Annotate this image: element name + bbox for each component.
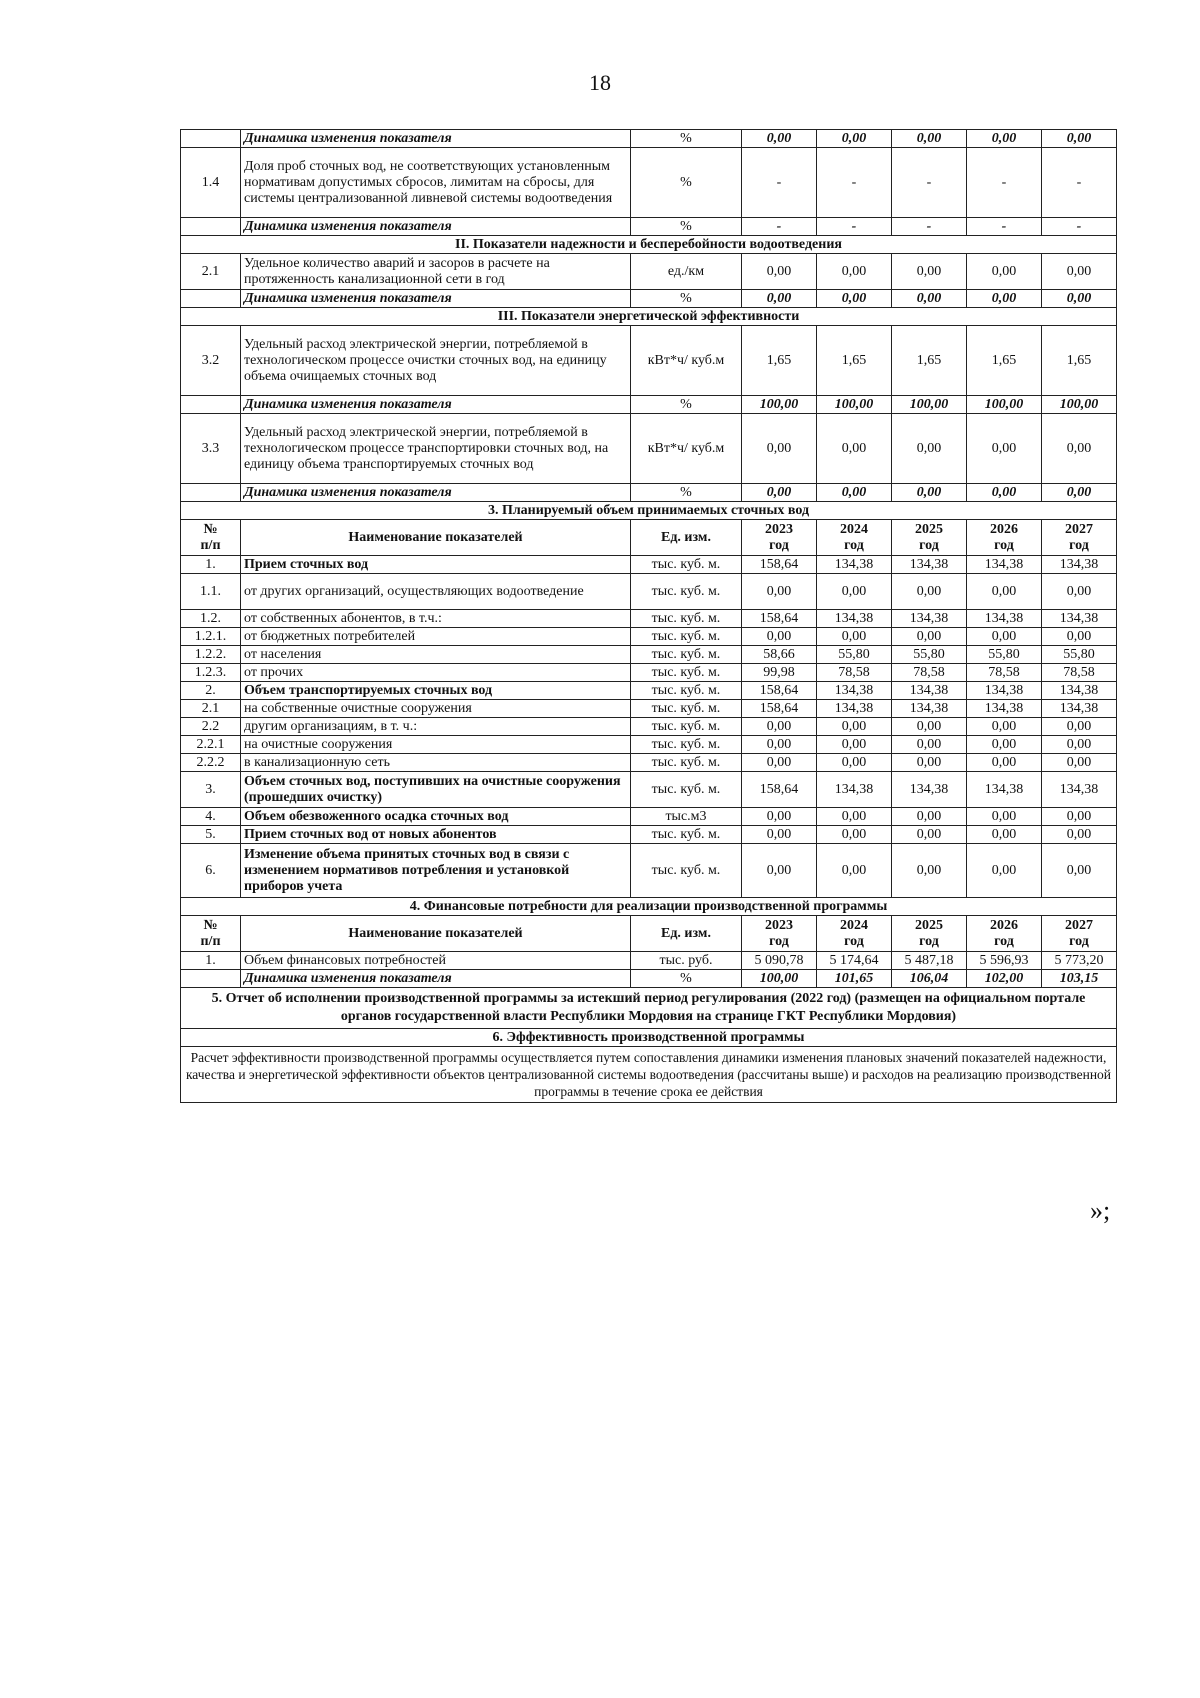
row-value: 100,00: [742, 970, 817, 988]
row-value: 0,00: [742, 414, 817, 484]
row-value: 0,00: [1042, 130, 1117, 148]
row-value: 0,00: [817, 130, 892, 148]
row-number: 3.3: [181, 414, 241, 484]
row-number: [181, 130, 241, 148]
row-value: 1,65: [1042, 326, 1117, 396]
row-unit: тыс. куб. м.: [631, 772, 742, 808]
row-value: 0,00: [1042, 574, 1117, 610]
row-value: 0,00: [1042, 290, 1117, 308]
row-value: 5 090,78: [742, 952, 817, 970]
section6-text: Расчет эффективности производственной программы осуществляется путем сопоставления динамики изменения плановых значений показателей надежности, качества и энергетической эффективности объектов централизованной системы водоотведения (рассчитаны выше) и расходов на реализацию производственной программы в течение срока ее действия: [181, 1047, 1117, 1103]
header-year-value: 2025: [915, 917, 943, 933]
row-value: 134,38: [892, 700, 967, 718]
table-row: [181, 610, 1117, 628]
row-value: 134,38: [1042, 682, 1117, 700]
row-value: 55,80: [967, 646, 1042, 664]
row-name: Динамика изменения показателя: [241, 290, 631, 308]
row-unit: тыс. куб. м.: [631, 700, 742, 718]
row-value: 55,80: [1042, 646, 1117, 664]
row-value: 0,00: [817, 808, 892, 826]
row-value: 78,58: [892, 664, 967, 682]
row-name: Динамика изменения показателя: [241, 130, 631, 148]
row-number: 1.: [181, 952, 241, 970]
row-value: 134,38: [892, 610, 967, 628]
header-year: [892, 916, 967, 952]
row-value: 78,58: [967, 664, 1042, 682]
header-year: [817, 916, 892, 952]
row-value: 0,00: [892, 574, 967, 610]
header-year-suffix: год: [919, 933, 939, 949]
row-unit: тыс. куб. м.: [631, 682, 742, 700]
row-value: 0,00: [742, 130, 817, 148]
row-value: 0,00: [817, 574, 892, 610]
section6-text-row: [181, 1047, 1117, 1103]
row-name: Динамика изменения показателя: [241, 218, 631, 236]
section-title: 5. Отчет об исполнении производственной программы за истекший период регулирования (2022 год) (размещен на официальном портале органов государственной власти Республики Мордовия на странице ГКТ Республики Мордовия): [181, 988, 1117, 1029]
row-value: 0,00: [742, 736, 817, 754]
row-value: 0,00: [967, 290, 1042, 308]
row-name: Удельное количество аварий и засоров в расчете на протяженность канализационной сети в год: [241, 254, 631, 290]
row-value: 134,38: [1042, 700, 1117, 718]
header-year-value: 2023: [765, 917, 793, 933]
row-value: 0,00: [967, 484, 1042, 502]
row-value: 134,38: [1042, 556, 1117, 574]
header-year: [817, 520, 892, 556]
row-value: 0,00: [892, 254, 967, 290]
row-number: 4.: [181, 808, 241, 826]
row-value: 0,00: [892, 718, 967, 736]
row-unit: тыс. куб. м.: [631, 754, 742, 772]
row-value: 5 174,64: [817, 952, 892, 970]
row-name: Удельный расход электрической энергии, потребляемой в технологическом процессе очистки сточных вод, на единицу объема очищаемых сточных вод: [241, 326, 631, 396]
header-number: [181, 916, 241, 952]
header-number-top: №: [203, 917, 218, 933]
row-name: от прочих: [241, 664, 631, 682]
row-number: 1.2.2.: [181, 646, 241, 664]
row-value: 0,00: [967, 130, 1042, 148]
row-value: -: [1042, 218, 1117, 236]
section-title: 6. Эффективность производственной программы: [181, 1029, 1117, 1047]
row-name: Динамика изменения показателя: [241, 970, 631, 988]
table-row: [181, 952, 1117, 970]
row-name: Удельный расход электрической энергии, потребляемой в технологическом процессе транспортировки сточных вод, на единицу объема транспортируемых сточных вод: [241, 414, 631, 484]
header-year: [1042, 520, 1117, 556]
row-value: 0,00: [742, 484, 817, 502]
section6-title-row: [181, 1029, 1117, 1047]
table-header: [181, 916, 1117, 952]
row-value: 0,00: [967, 808, 1042, 826]
table-row: [181, 664, 1117, 682]
row-value: 0,00: [817, 628, 892, 646]
header-year-suffix: год: [844, 537, 864, 553]
row-unit: %: [631, 484, 742, 502]
row-value: 5 487,18: [892, 952, 967, 970]
row-value: 0,00: [742, 826, 817, 844]
row-value: 78,58: [1042, 664, 1117, 682]
header-year: [967, 916, 1042, 952]
row-value: 0,00: [817, 290, 892, 308]
row-value: 0,00: [742, 254, 817, 290]
row-unit: %: [631, 396, 742, 414]
row-value: 0,00: [742, 808, 817, 826]
row-value: 0,00: [1042, 808, 1117, 826]
row-value: 134,38: [817, 610, 892, 628]
row-value: 102,00: [967, 970, 1042, 988]
row-value: 0,00: [967, 718, 1042, 736]
row-value: 134,38: [1042, 772, 1117, 808]
row-value: 0,00: [967, 414, 1042, 484]
row-value: 101,65: [817, 970, 892, 988]
row-value: 0,00: [742, 574, 817, 610]
row-unit: тыс. куб. м.: [631, 556, 742, 574]
table-row: [181, 148, 1117, 218]
header-name: Наименование показателей: [241, 520, 631, 556]
row-number: 1.1.: [181, 574, 241, 610]
row-name: на собственные очистные сооружения: [241, 700, 631, 718]
row-value: 99,98: [742, 664, 817, 682]
row-value: 0,00: [1042, 754, 1117, 772]
row-number: [181, 396, 241, 414]
row-value: 134,38: [892, 772, 967, 808]
row-number: 2.1: [181, 254, 241, 290]
row-value: 0,00: [817, 826, 892, 844]
row-value: 134,38: [892, 556, 967, 574]
table-row: [181, 326, 1117, 396]
header-year-suffix: год: [994, 933, 1014, 949]
row-name: от собственных абонентов, в т.ч.:: [241, 610, 631, 628]
program-table: [180, 129, 1117, 1103]
header-year-suffix: год: [1069, 537, 1089, 553]
row-value: 0,00: [967, 736, 1042, 754]
header-year: [967, 520, 1042, 556]
row-value: 134,38: [967, 556, 1042, 574]
header-year: [742, 916, 817, 952]
row-value: 0,00: [817, 844, 892, 898]
row-unit: тыс. куб. м.: [631, 646, 742, 664]
row-number: [181, 290, 241, 308]
header-year: [892, 520, 967, 556]
header-year-value: 2024: [840, 521, 868, 537]
row-value: 134,38: [817, 700, 892, 718]
header-year-value: 2027: [1065, 521, 1093, 537]
row-number: 3.2: [181, 326, 241, 396]
header-year-suffix: год: [919, 537, 939, 553]
section5-title-row: [181, 988, 1117, 1029]
row-number: 6.: [181, 844, 241, 898]
row-value: -: [742, 148, 817, 218]
row-number: 1.: [181, 556, 241, 574]
header-year-value: 2025: [915, 521, 943, 537]
row-unit: тыс. руб.: [631, 952, 742, 970]
row-unit: тыс. куб. м.: [631, 574, 742, 610]
dynamics-row: [181, 290, 1117, 308]
row-name: Объем финансовых потребностей: [241, 952, 631, 970]
section-title: 4. Финансовые потребности для реализации производственной программы: [181, 898, 1117, 916]
row-value: 134,38: [817, 556, 892, 574]
row-name: Изменение объема принятых сточных вод в связи с изменением нормативов потребления и установкой приборов учета: [241, 844, 631, 898]
row-value: 0,00: [892, 628, 967, 646]
table-row: [181, 556, 1117, 574]
header-year: [742, 520, 817, 556]
row-number: 2.2.2: [181, 754, 241, 772]
row-number: 2.2: [181, 718, 241, 736]
row-value: 0,00: [967, 574, 1042, 610]
row-value: 100,00: [892, 396, 967, 414]
row-value: 0,00: [1042, 718, 1117, 736]
row-value: 134,38: [1042, 610, 1117, 628]
row-value: 0,00: [967, 628, 1042, 646]
row-name: Доля проб сточных вод, не соответствующих установленным нормативам допустимых сбросов, лимитам на сбросы, для системы централизованной ливневой системы водоотведения: [241, 148, 631, 218]
row-value: 0,00: [1042, 826, 1117, 844]
header-unit: Ед. изм.: [631, 520, 742, 556]
row-value: 0,00: [1042, 414, 1117, 484]
row-value: 158,64: [742, 556, 817, 574]
header-unit: Ед. изм.: [631, 916, 742, 952]
row-name: Объем транспортируемых сточных вод: [241, 682, 631, 700]
row-value: 0,00: [1042, 628, 1117, 646]
row-value: 134,38: [967, 772, 1042, 808]
table-row: [181, 754, 1117, 772]
row-value: 55,80: [817, 646, 892, 664]
row-unit: кВт*ч/ куб.м: [631, 414, 742, 484]
table-row: [181, 682, 1117, 700]
row-number: [181, 970, 241, 988]
header-year-value: 2026: [990, 917, 1018, 933]
section-title: III. Показатели энергетической эффективности: [181, 308, 1117, 326]
table-row: [181, 700, 1117, 718]
row-value: 0,00: [1042, 484, 1117, 502]
section4-title-row: [181, 898, 1117, 916]
row-value: 55,80: [892, 646, 967, 664]
header-year-suffix: год: [769, 933, 789, 949]
table-row: [181, 808, 1117, 826]
row-name: Динамика изменения показателя: [241, 484, 631, 502]
row-value: -: [1042, 148, 1117, 218]
row-value: -: [967, 148, 1042, 218]
row-unit: тыс. куб. м.: [631, 664, 742, 682]
row-value: 0,00: [892, 808, 967, 826]
header-year-value: 2023: [765, 521, 793, 537]
row-name: Прием сточных вод: [241, 556, 631, 574]
row-value: 0,00: [817, 736, 892, 754]
row-value: 158,64: [742, 682, 817, 700]
row-unit: тыс. куб. м.: [631, 610, 742, 628]
row-name: в канализационную сеть: [241, 754, 631, 772]
section-title: II. Показатели надежности и бесперебойности водоотведения: [181, 236, 1117, 254]
row-number: [181, 218, 241, 236]
row-value: -: [967, 218, 1042, 236]
section-title: 3. Планируемый объем принимаемых сточных вод: [181, 502, 1117, 520]
row-value: 0,00: [817, 254, 892, 290]
dynamics-row: [181, 396, 1117, 414]
row-value: 1,65: [817, 326, 892, 396]
row-value: 100,00: [742, 396, 817, 414]
page-number: 18: [589, 70, 611, 95]
row-unit: тыс. куб. м.: [631, 844, 742, 898]
row-value: 134,38: [817, 772, 892, 808]
row-value: 0,00: [742, 754, 817, 772]
row-name: от других организаций, осуществляющих водоотведение: [241, 574, 631, 610]
header-year-value: 2024: [840, 917, 868, 933]
row-unit: %: [631, 290, 742, 308]
header-year-value: 2027: [1065, 917, 1093, 933]
header-number-bottom: п/п: [200, 933, 221, 949]
row-value: 0,00: [817, 484, 892, 502]
row-unit: тыс. куб. м.: [631, 718, 742, 736]
row-value: 134,38: [892, 682, 967, 700]
row-name: Динамика изменения показателя: [241, 396, 631, 414]
table-row: [181, 628, 1117, 646]
header-number-top: №: [203, 521, 218, 537]
closing-quote-mark: »;: [1090, 1196, 1111, 1225]
header-year: [1042, 916, 1117, 952]
row-value: 0,00: [742, 290, 817, 308]
row-value: -: [817, 218, 892, 236]
row-name: на очистные сооружения: [241, 736, 631, 754]
row-value: 5 773,20: [1042, 952, 1117, 970]
row-value: 0,00: [892, 484, 967, 502]
row-number: 5.: [181, 826, 241, 844]
row-unit: кВт*ч/ куб.м: [631, 326, 742, 396]
table-row: [181, 574, 1117, 610]
row-unit: %: [631, 148, 742, 218]
row-number: 1.4: [181, 148, 241, 218]
row-number: [181, 484, 241, 502]
row-number: 1.2.1.: [181, 628, 241, 646]
row-value: 0,00: [967, 844, 1042, 898]
row-value: 0,00: [1042, 254, 1117, 290]
row-name: Объем обезвоженного осадка сточных вод: [241, 808, 631, 826]
header-year-suffix: год: [1069, 933, 1089, 949]
row-value: 0,00: [742, 718, 817, 736]
row-name: от бюджетных потребителей: [241, 628, 631, 646]
row-value: 0,00: [892, 754, 967, 772]
table-row: [181, 414, 1117, 484]
table-row: [181, 772, 1117, 808]
row-name: Объем сточных вод, поступивших на очистные сооружения (прошедших очистку): [241, 772, 631, 808]
header-year-suffix: год: [769, 537, 789, 553]
section-title-row: [181, 308, 1117, 326]
row-value: 0,00: [742, 628, 817, 646]
row-value: 0,00: [892, 130, 967, 148]
row-value: 1,65: [742, 326, 817, 396]
row-value: 158,64: [742, 772, 817, 808]
row-value: 58,66: [742, 646, 817, 664]
row-value: 0,00: [817, 414, 892, 484]
row-value: 134,38: [967, 700, 1042, 718]
row-value: 0,00: [967, 754, 1042, 772]
header-number-bottom: п/п: [200, 537, 221, 553]
table-row: [181, 844, 1117, 898]
row-number: 2.: [181, 682, 241, 700]
row-value: 1,65: [967, 326, 1042, 396]
row-value: 0,00: [817, 754, 892, 772]
row-value: 0,00: [1042, 736, 1117, 754]
dynamics-row: [181, 484, 1117, 502]
row-name: Прием сточных вод от новых абонентов: [241, 826, 631, 844]
row-value: 0,00: [967, 826, 1042, 844]
section3-title-row: [181, 502, 1117, 520]
row-value: 0,00: [1042, 844, 1117, 898]
row-value: 134,38: [967, 682, 1042, 700]
row-value: 0,00: [817, 718, 892, 736]
row-value: -: [892, 148, 967, 218]
row-value: 0,00: [892, 414, 967, 484]
table-row: [181, 736, 1117, 754]
row-number: 1.2.3.: [181, 664, 241, 682]
table-row: [181, 646, 1117, 664]
row-value: 78,58: [817, 664, 892, 682]
row-value: 158,64: [742, 700, 817, 718]
row-unit: %: [631, 130, 742, 148]
row-name: от населения: [241, 646, 631, 664]
row-unit: тыс.м3: [631, 808, 742, 826]
row-number: 2.1: [181, 700, 241, 718]
dynamics-row: [181, 130, 1117, 148]
row-unit: ед./км: [631, 254, 742, 290]
header-number: [181, 520, 241, 556]
row-value: 0,00: [742, 844, 817, 898]
row-value: 1,65: [892, 326, 967, 396]
row-value: 0,00: [892, 826, 967, 844]
row-value: 0,00: [892, 290, 967, 308]
row-value: -: [817, 148, 892, 218]
row-unit: тыс. куб. м.: [631, 628, 742, 646]
row-value: 158,64: [742, 610, 817, 628]
row-unit: %: [631, 970, 742, 988]
header-name: Наименование показателей: [241, 916, 631, 952]
row-unit: %: [631, 218, 742, 236]
row-value: 103,15: [1042, 970, 1117, 988]
table-header: [181, 520, 1117, 556]
row-value: -: [892, 218, 967, 236]
row-value: 134,38: [967, 610, 1042, 628]
row-value: 0,00: [892, 736, 967, 754]
row-number: 3.: [181, 772, 241, 808]
row-value: 5 596,93: [967, 952, 1042, 970]
row-name: другим организациям, в т. ч.:: [241, 718, 631, 736]
row-value: 100,00: [967, 396, 1042, 414]
row-value: 134,38: [817, 682, 892, 700]
dynamics-row: [181, 218, 1117, 236]
row-unit: тыс. куб. м.: [631, 736, 742, 754]
header-year-value: 2026: [990, 521, 1018, 537]
row-value: 106,04: [892, 970, 967, 988]
table-row: [181, 254, 1117, 290]
row-unit: тыс. куб. м.: [631, 826, 742, 844]
dynamics-row: [181, 970, 1117, 988]
row-value: 100,00: [817, 396, 892, 414]
row-value: 0,00: [967, 254, 1042, 290]
row-value: 0,00: [892, 844, 967, 898]
table-row: [181, 826, 1117, 844]
header-year-suffix: год: [994, 537, 1014, 553]
section-title-row: [181, 236, 1117, 254]
table-row: [181, 718, 1117, 736]
row-number: 2.2.1: [181, 736, 241, 754]
header-year-suffix: год: [844, 933, 864, 949]
row-value: 100,00: [1042, 396, 1117, 414]
row-number: 1.2.: [181, 610, 241, 628]
row-value: -: [742, 218, 817, 236]
